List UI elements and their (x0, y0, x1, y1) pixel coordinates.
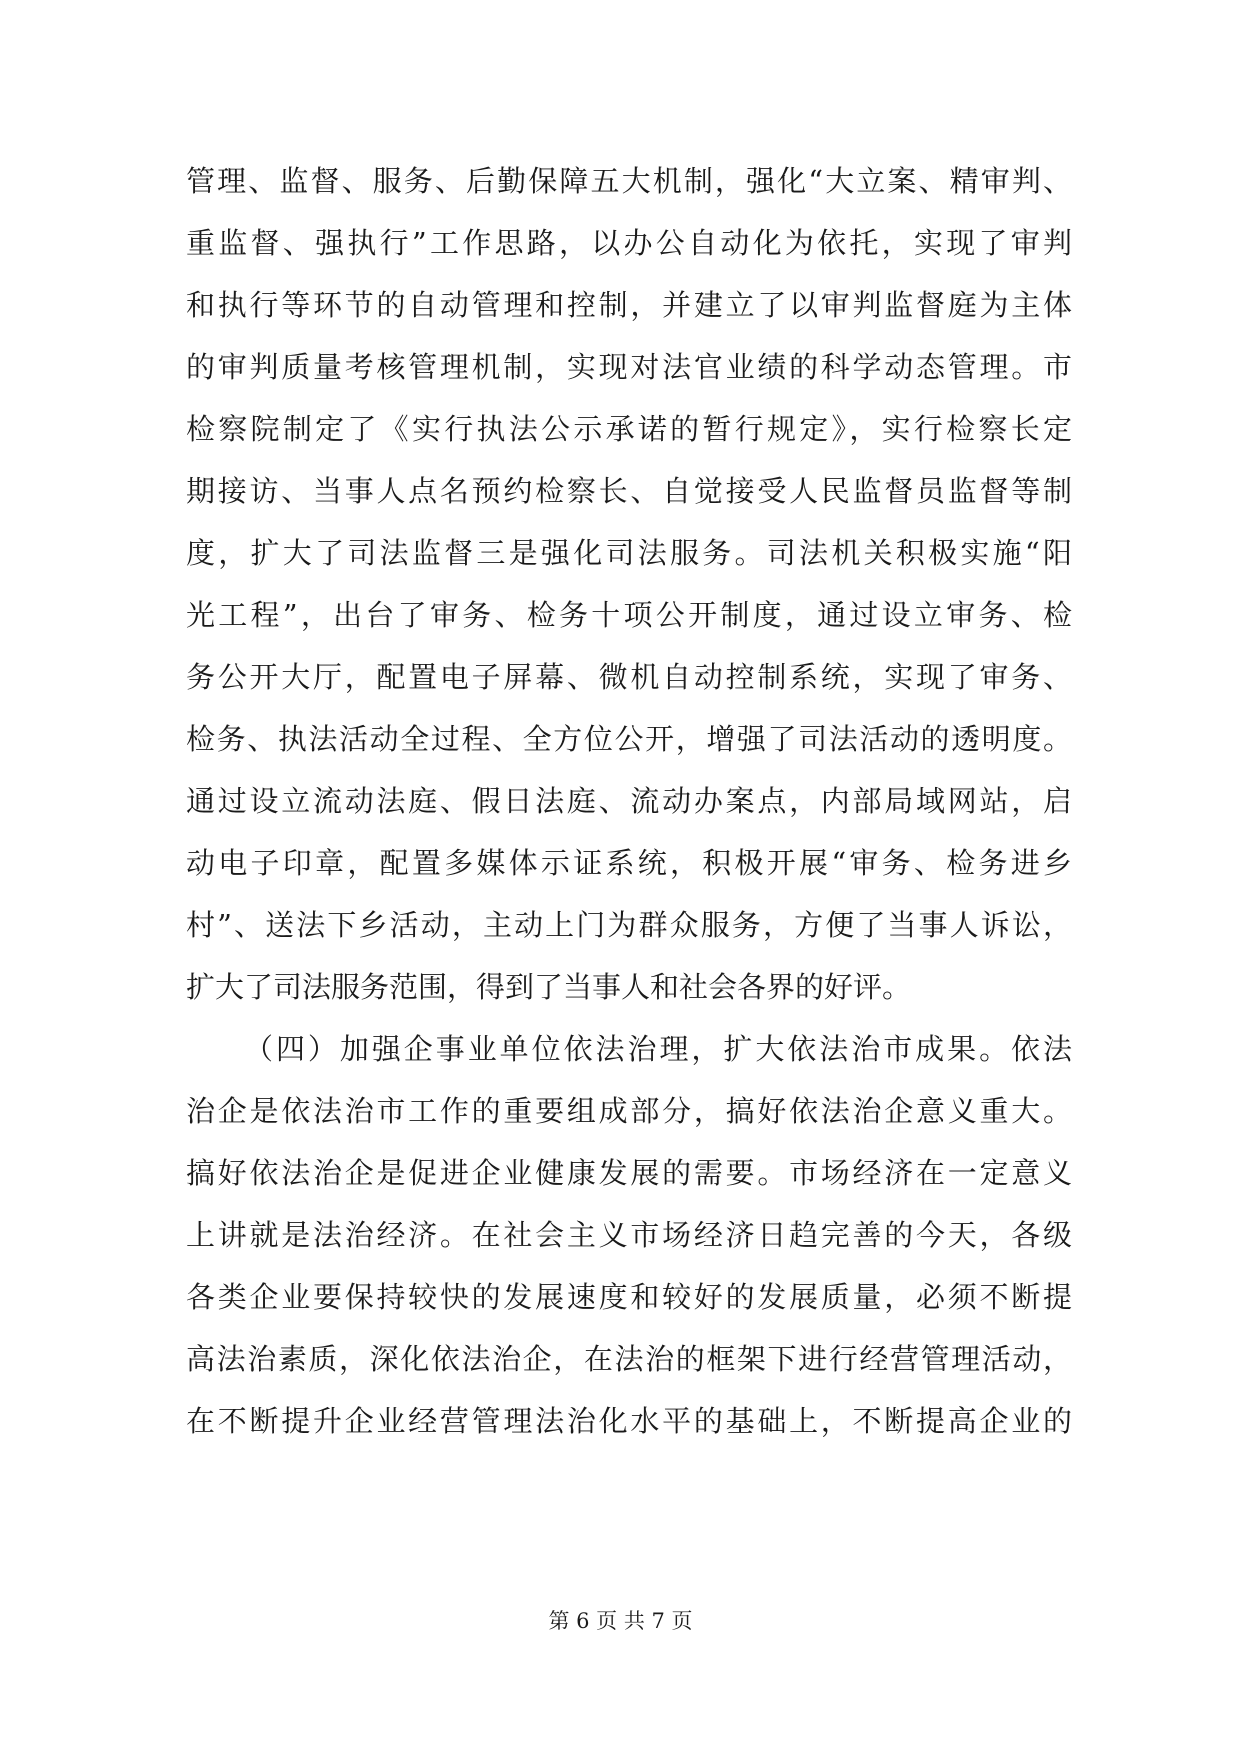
text-line: 度，扩大了司法监督三是强化司法服务。司法机关积极实施“阳 (186, 536, 1072, 570)
text-line: 通过设立流动法庭、假日法庭、流动办案点，内部局域网站，启 (186, 784, 1072, 818)
text-line: 和执行等环节的自动管理和控制，并建立了以审判监督庭为主体 (186, 288, 1072, 322)
text-line: 动电子印章，配置多媒体示证系统，积极开展“审务、检务进乡 (186, 846, 1072, 880)
text-line: 务公开大厅，配置电子屏幕、微机自动控制系统，实现了审务、 (186, 660, 1072, 694)
text-line: 的审判质量考核管理机制，实现对法官业绩的科学动态管理。市 (186, 350, 1072, 384)
text-line: 期接访、当事人点名预约检察长、自觉接受人民监督员监督等制 (186, 474, 1072, 508)
text-line: 检察院制定了《实行执法公示承诺的暂行规定》，实行检察长定 (186, 412, 1072, 446)
text-line: 各类企业要保持较快的发展速度和较好的发展质量，必须不断提 (186, 1280, 1072, 1314)
section-heading-line: （四）加强企事业单位依法治理，扩大依法治市成果。依法 (244, 1032, 1072, 1066)
text-line: 上讲就是法治经济。在社会主义市场经济日趋完善的今天，各级 (186, 1218, 1072, 1252)
text-line: 村”、送法下乡活动，主动上门为群众服务，方便了当事人诉讼， (186, 908, 1072, 942)
text-line: 治企是依法治市工作的重要组成部分，搞好依法治企意义重大。 (186, 1094, 1072, 1128)
text-line: 在不断提升企业经营管理法治化水平的基础上，不断提高企业的 (186, 1404, 1072, 1438)
text-line: 搞好依法治企是促进企业健康发展的需要。市场经济在一定意义 (186, 1156, 1072, 1190)
text-line: 扩大了司法服务范围，得到了当事人和社会各界的好评。 (186, 970, 912, 1004)
page-number-footer: 第 6 页 共 7 页 (548, 1609, 693, 1633)
text-line: 检务、执法活动全过程、全方位公开，增强了司法活动的透明度。 (186, 722, 1072, 756)
text-line: 光工程”，出台了审务、检务十项公开制度，通过设立审务、检 (186, 598, 1072, 632)
text-line: 管理、监督、服务、后勤保障五大机制，强化“大立案、精审判、 (186, 164, 1072, 198)
body-text (186, 150, 1072, 1452)
text-line: 高法治素质，深化依法治企，在法治的框架下进行经营管理活动， (186, 1342, 1072, 1376)
text-line: 重监督、强执行”工作思路，以办公自动化为依托，实现了审判 (186, 226, 1072, 260)
